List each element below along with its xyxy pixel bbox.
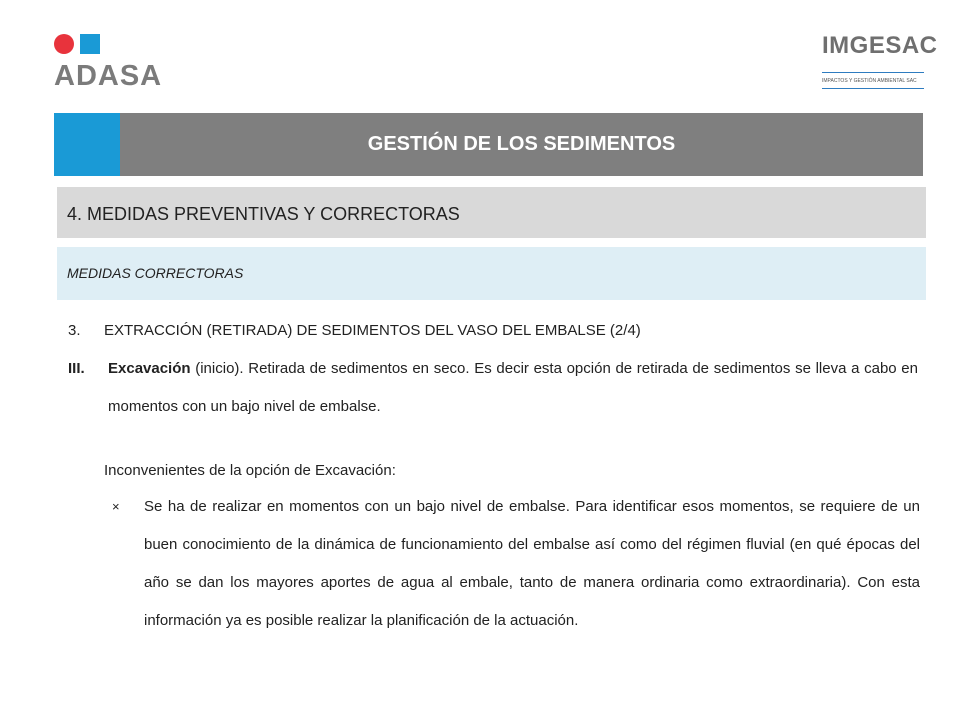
- logo-blue-square-icon: [80, 34, 100, 54]
- bullet-x-icon: ×: [112, 499, 120, 514]
- section-title: 4. MEDIDAS PREVENTIVAS Y CORRECTORAS: [67, 204, 460, 224]
- section-header: [57, 187, 926, 238]
- subsection-header: [57, 247, 926, 300]
- point-text: EXTRACCIÓN (RETIRADA) DE SEDIMENTOS DEL VASO DEL EMBALSE (2/4): [104, 322, 641, 339]
- imgesac-logo-tagline: IMPACTOS Y GESTIÓN AMBIENTAL SAC: [822, 78, 917, 84]
- logo-red-circle-icon: [54, 34, 74, 54]
- adasa-logo: [54, 34, 174, 96]
- item-term: Excavación: [108, 360, 191, 377]
- subsection-title: MEDIDAS CORRECTORAS: [67, 265, 244, 281]
- page-title: GESTIÓN DE LOS SEDIMENTOS: [367, 133, 676, 155]
- logo-divider: [822, 88, 924, 89]
- item-text: [108, 350, 918, 426]
- item-description: (inicio). Retirada de sedimentos en seco. Es decir esta opción de retirada de sedimentos se lleva a cabo en momentos con un bajo nivel de embalse.: [108, 360, 918, 415]
- item-number: III.: [68, 360, 85, 377]
- imgesac-logo: [818, 32, 938, 96]
- imgesac-logo-text: IMGESAC: [822, 32, 938, 59]
- inconvenientes-heading: Inconvenientes de la opción de Excavación:: [104, 462, 396, 479]
- adasa-logo-text: ADASA: [54, 60, 163, 92]
- title-accent-block: [54, 113, 120, 176]
- point-number: 3.: [68, 322, 81, 339]
- bullet-text: Se ha de realizar en momentos con un bajo nivel de embalse. Para identificar esos momentos, se requiere de un buen conocimiento de la dinámica de funcionamiento del embalse así como del régimen fluvial (en qué épocas del año se dan los mayores aportes de agua al embale, tanto de manera ordinaria como extraordinaria). Con esta información ya es posible realizar la planificación de la actuación.: [144, 498, 920, 629]
- point-heading: [68, 312, 928, 350]
- title-bar: [54, 113, 923, 176]
- logo-divider: [822, 72, 924, 73]
